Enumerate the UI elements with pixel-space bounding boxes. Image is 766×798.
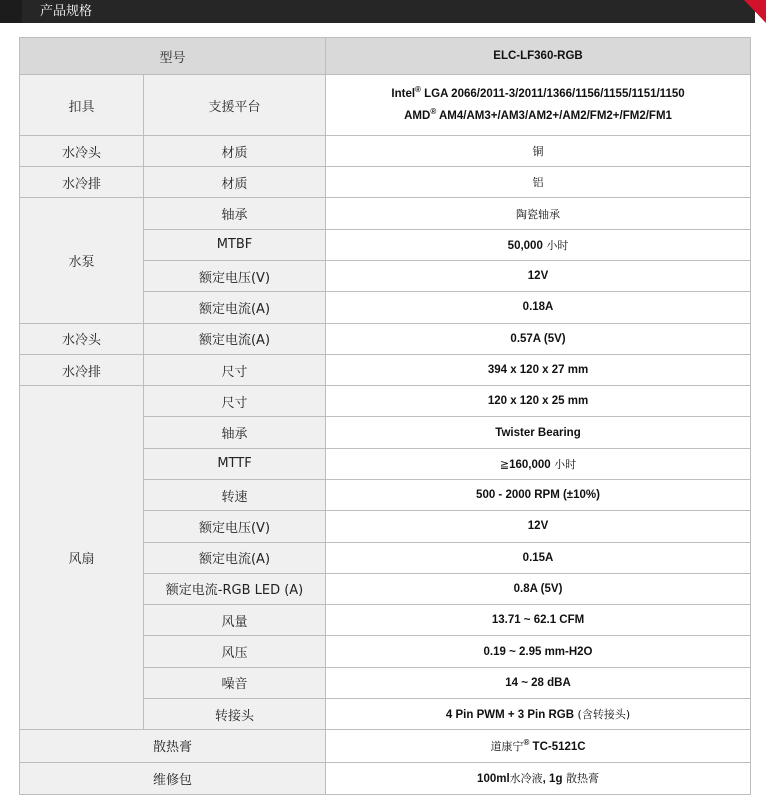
attr-cell: 额定电流-RGB LED (A) xyxy=(144,573,326,604)
header-model-cell: ELC-LF360-RGB xyxy=(326,38,751,75)
value-cell: 0.8A (5V) xyxy=(326,573,751,604)
value-cell xyxy=(326,75,751,136)
attr-cell: 转速 xyxy=(144,479,326,510)
group-cell: 水泵 xyxy=(20,198,144,323)
group-cell: 水冷排 xyxy=(20,167,144,198)
table-header-row xyxy=(20,38,751,75)
attr-cell: 额定电流(A) xyxy=(144,292,326,323)
header-background xyxy=(0,0,755,23)
section-header-bar xyxy=(0,0,766,23)
amd-platforms: AMD® AM4/AM3+/AM3/AM2+/AM2/FM2+/FM2/FM1 xyxy=(404,107,672,123)
attr-cell: 额定电流(A) xyxy=(144,323,326,354)
value-cell: 道康宁® TC-5121C xyxy=(326,730,751,762)
attr-cell: 风压 xyxy=(144,636,326,667)
group-cell: 扣具 xyxy=(20,75,144,136)
table-row xyxy=(20,167,751,198)
attr-cell: 额定电压(V) xyxy=(144,261,326,292)
attr-cell: MTBF xyxy=(144,229,326,260)
value-cell: 120 x 120 x 25 mm xyxy=(326,386,751,417)
value-cell: 陶瓷轴承 xyxy=(326,198,751,229)
value-cell: 14 ~ 28 dBA xyxy=(326,667,751,698)
attr-cell: 风量 xyxy=(144,605,326,636)
attr-cell: 额定电压(V) xyxy=(144,511,326,542)
value-cell: 铝 xyxy=(326,167,751,198)
value-cell: 100ml水冷液, 1g 散热膏 xyxy=(326,762,751,794)
attr-cell: 材质 xyxy=(144,135,326,166)
group-cell: 水冷排 xyxy=(20,354,144,385)
table-row xyxy=(20,323,751,354)
table-row xyxy=(20,386,751,417)
attr-cell: 尺寸 xyxy=(144,386,326,417)
value-cell: 0.19 ~ 2.95 mm-H2O xyxy=(326,636,751,667)
header-label-cell: 型号 xyxy=(20,38,326,75)
attr-cell: 轴承 xyxy=(144,198,326,229)
value-cell: 0.57A (5V) xyxy=(326,323,751,354)
attr-cell: MTTF xyxy=(144,448,326,479)
header-left-mark xyxy=(0,0,22,23)
spec-table xyxy=(19,37,751,795)
value-cell: 0.18A xyxy=(326,292,751,323)
value-cell: ≧160,000 小时 xyxy=(326,448,751,479)
value-cell: 铜 xyxy=(326,135,751,166)
value-cell: 0.15A xyxy=(326,542,751,573)
table-row xyxy=(20,198,751,229)
attr-cell: 材质 xyxy=(144,167,326,198)
attr-cell: 噪音 xyxy=(144,667,326,698)
value-cell: 13.71 ~ 62.1 CFM xyxy=(326,605,751,636)
attr-cell: 尺寸 xyxy=(144,354,326,385)
value-cell: 12V xyxy=(326,261,751,292)
value-cell: 4 Pin PWM + 3 Pin RGB (含转接头) xyxy=(326,698,751,729)
value-cell: Twister Bearing xyxy=(326,417,751,448)
intel-platforms: Intel® LGA 2066/2011-3/2011/1366/1156/1155/1151/1150 xyxy=(391,85,685,101)
group-cell: 水冷头 xyxy=(20,135,144,166)
value-cell: 12V xyxy=(326,511,751,542)
group-cell: 风扇 xyxy=(20,386,144,730)
attr-cell: 额定电流(A) xyxy=(144,542,326,573)
group-cell: 水冷头 xyxy=(20,323,144,354)
table-row xyxy=(20,354,751,385)
value-cell: 50,000 小时 xyxy=(326,229,751,260)
label-cell: 散热膏 xyxy=(20,730,326,762)
value-cell: 394 x 120 x 27 mm xyxy=(326,354,751,385)
attr-cell: 转接头 xyxy=(144,698,326,729)
label-cell: 维修包 xyxy=(20,762,326,794)
attr-cell: 支援平台 xyxy=(144,75,326,136)
section-title: 产品规格 xyxy=(40,4,93,19)
table-row xyxy=(20,762,751,794)
header-red-accent xyxy=(744,0,766,23)
value-cell: 500 - 2000 RPM (±10%) xyxy=(326,479,751,510)
table-row xyxy=(20,135,751,166)
table-row xyxy=(20,75,751,136)
table-row xyxy=(20,730,751,762)
attr-cell: 轴承 xyxy=(144,417,326,448)
